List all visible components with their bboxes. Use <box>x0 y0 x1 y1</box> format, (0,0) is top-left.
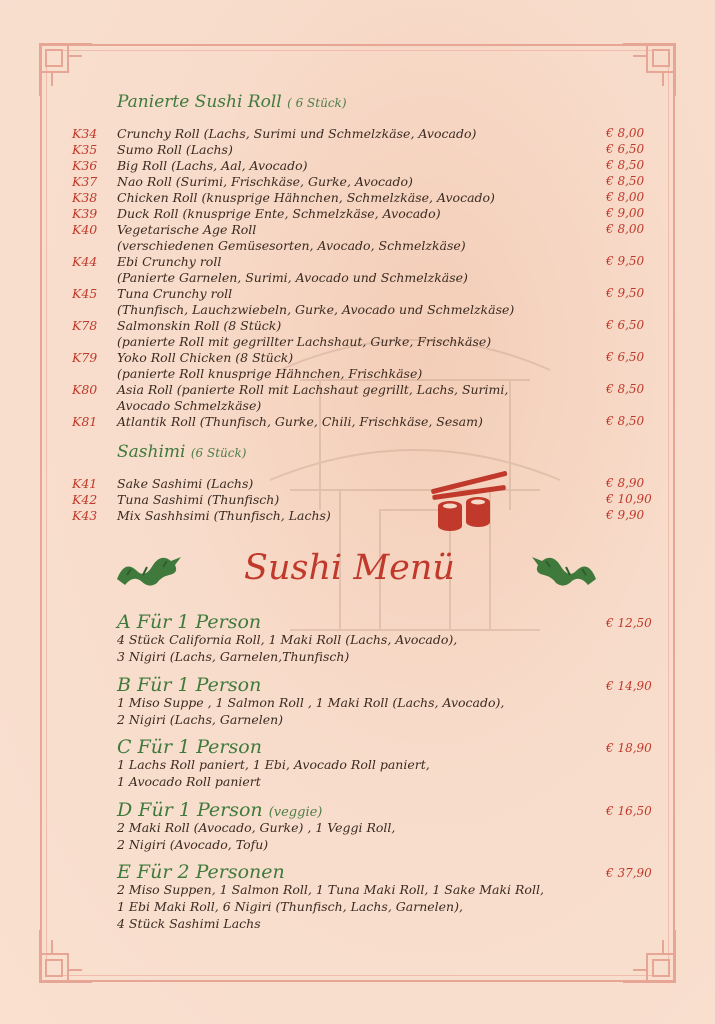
item-price: € 6,50 <box>606 318 645 332</box>
item-price: € 9,50 <box>606 286 645 300</box>
sushi-chopsticks-icon <box>428 466 510 532</box>
item-name: Yoko Roll Chicken (8 Stück) <box>117 350 294 365</box>
corner-ornament-icon <box>38 928 94 984</box>
item-code: K79 <box>72 350 98 365</box>
item-name: Asia Roll (panierte Roll mit Lachshaut gegrillt, Lachs, Surimi, <box>117 382 509 397</box>
set-line: 1 Avocado Roll paniert <box>117 774 261 789</box>
panierte-list <box>0 126 715 430</box>
item-price: € 10,90 <box>606 492 652 506</box>
set-title-text: B Für 1 Person <box>117 674 262 696</box>
dragon-icon <box>528 549 600 589</box>
item-code: K44 <box>72 254 98 269</box>
set-line: 1 Miso Suppe , 1 Salmon Roll , 1 Maki Roll (Lachs, Avocado), <box>117 695 505 710</box>
item-code: K45 <box>72 286 98 301</box>
item-price: € 6,50 <box>606 350 645 364</box>
set-price: € 12,50 <box>606 616 652 630</box>
item-name: Tuna Sashimi (Thunfisch) <box>117 492 280 507</box>
item-name: Sake Sashimi (Lachs) <box>117 476 254 491</box>
item-price: € 9,50 <box>606 254 645 268</box>
set-line: 2 Maki Roll (Avocado, Gurke) , 1 Veggi Roll, <box>117 820 396 835</box>
item-price: € 6,50 <box>606 142 645 156</box>
item-name: Duck Roll (knusprige Ente, Schmelzkäse, Avocado) <box>117 206 441 221</box>
set-line: 3 Nigiri (Lachs, Garnelen,Thunfisch) <box>117 649 350 664</box>
sashimi-list <box>0 476 715 524</box>
item-code: K80 <box>72 382 98 397</box>
panierte-section-title <box>117 92 347 112</box>
set-title-text: C Für 1 Person <box>117 736 262 758</box>
set-title <box>117 861 285 883</box>
menu-title: Sushi Menü <box>244 548 455 588</box>
set-line: 1 Lachs Roll paniert, 1 Ebi, Avocado Roll paniert, <box>117 757 430 772</box>
menu-item <box>0 158 715 174</box>
item-name: Chicken Roll (knusprige Hähnchen, Schmelzkäse, Avocado) <box>117 190 495 205</box>
item-price: € 8,90 <box>606 476 645 490</box>
item-name: Crunchy Roll (Lachs, Surimi und Schmelzkäse, Avocado) <box>117 126 477 141</box>
item-code: K43 <box>72 508 98 523</box>
item-description: (verschiedenen Gemüsesorten, Avocado, Schmelzkäse) <box>117 238 466 253</box>
item-code: K81 <box>72 414 98 429</box>
menu-item <box>0 206 715 222</box>
corner-ornament-icon <box>621 928 677 984</box>
menu-item <box>0 126 715 142</box>
sashimi-subtitle: (6 Stück) <box>190 446 247 460</box>
set-price: € 18,90 <box>606 741 652 755</box>
item-description: (Thunfisch, Lauchzwiebeln, Gurke, Avocado und Schmelzkäse) <box>117 302 515 317</box>
item-price: € 8,00 <box>606 222 645 236</box>
item-name: Vegetarische Age Roll <box>117 222 257 237</box>
set-line: 2 Miso Suppen, 1 Salmon Roll, 1 Tuna Maki Roll, 1 Sake Maki Roll, <box>117 882 544 897</box>
item-name: Big Roll (Lachs, Aal, Avocado) <box>117 158 308 173</box>
dragon-icon <box>113 549 185 589</box>
set-line: 1 Ebi Maki Roll, 6 Nigiri (Thunfisch, Lachs, Garnelen), <box>117 899 463 914</box>
menu-item <box>0 222 715 254</box>
set-price: € 14,90 <box>606 679 652 693</box>
set-line: 2 Nigiri (Avocado, Tofu) <box>117 837 269 852</box>
corner-ornament-icon <box>621 42 677 98</box>
set-title-text: A Für 1 Person <box>117 611 262 633</box>
set-price: € 16,50 <box>606 804 652 818</box>
item-name: Ebi Crunchy roll <box>117 254 222 269</box>
item-name: Salmonskin Roll (8 Stück) <box>117 318 282 333</box>
item-price: € 8,50 <box>606 158 645 172</box>
set-subtitle: (veggie) <box>268 805 323 820</box>
item-code: K36 <box>72 158 98 173</box>
menu-item <box>0 174 715 190</box>
menu-item <box>0 350 715 382</box>
menu-item <box>0 476 715 492</box>
set-price: € 37,90 <box>606 866 652 880</box>
panierte-subtitle: ( 6 Stück) <box>287 96 347 110</box>
set-title <box>117 674 261 696</box>
set-title <box>117 799 322 821</box>
item-description: (Panierte Garnelen, Surimi, Avocado und Schmelzkäse) <box>117 270 468 285</box>
item-code: K42 <box>72 492 98 507</box>
sashimi-section-title <box>117 442 246 462</box>
set-title <box>117 611 261 633</box>
item-name: Mix Sashhsimi (Thunfisch, Lachs) <box>117 508 331 523</box>
menu-item <box>0 142 715 158</box>
menu-item <box>0 508 715 524</box>
set-line: 4 Stück California Roll, 1 Maki Roll (Lachs, Avocado), <box>117 632 458 647</box>
menu-item <box>0 254 715 286</box>
item-code: K40 <box>72 222 98 237</box>
item-description: (panierte Roll knusprige Hähnchen, Frischkäse) <box>117 366 423 381</box>
item-price: € 8,00 <box>606 126 645 140</box>
set-title-text: D Für 1 Person <box>117 799 263 821</box>
item-description: Avocado Schmelzkäse) <box>117 398 262 413</box>
corner-ornament-icon <box>38 42 94 98</box>
item-code: K34 <box>72 126 98 141</box>
item-name: Nao Roll (Surimi, Frischkäse, Gurke, Avocado) <box>117 174 413 189</box>
item-code: K38 <box>72 190 98 205</box>
set-title-text: E Für 2 Personen <box>117 861 285 883</box>
panierte-title: Panierte Sushi Roll <box>117 92 282 112</box>
menu-item <box>0 414 715 430</box>
set-title <box>117 736 262 758</box>
item-code: K39 <box>72 206 98 221</box>
item-price: € 8,50 <box>606 382 645 396</box>
item-description: (panierte Roll mit gegrillter Lachshaut, Gurke, Frischkäse) <box>117 334 492 349</box>
item-name: Tuna Crunchy roll <box>117 286 233 301</box>
menu-item <box>0 382 715 414</box>
menu-item <box>0 492 715 508</box>
menu-item <box>0 190 715 206</box>
item-code: K37 <box>72 174 98 189</box>
item-name: Atlantik Roll (Thunfisch, Gurke, Chili, Frischkäse, Sesam) <box>117 414 483 429</box>
item-price: € 9,90 <box>606 508 645 522</box>
set-line: 4 Stück Sashimi Lachs <box>117 916 261 931</box>
item-code: K78 <box>72 318 98 333</box>
item-price: € 9,00 <box>606 206 645 220</box>
item-price: € 8,00 <box>606 190 645 204</box>
menu-item <box>0 286 715 318</box>
item-price: € 8,50 <box>606 174 645 188</box>
item-code: K41 <box>72 476 98 491</box>
item-name: Sumo Roll (Lachs) <box>117 142 233 157</box>
menu-item <box>0 318 715 350</box>
item-code: K35 <box>72 142 98 157</box>
item-price: € 8,50 <box>606 414 645 428</box>
sashimi-title: Sashimi <box>117 442 186 462</box>
set-line: 2 Nigiri (Lachs, Garnelen) <box>117 712 284 727</box>
